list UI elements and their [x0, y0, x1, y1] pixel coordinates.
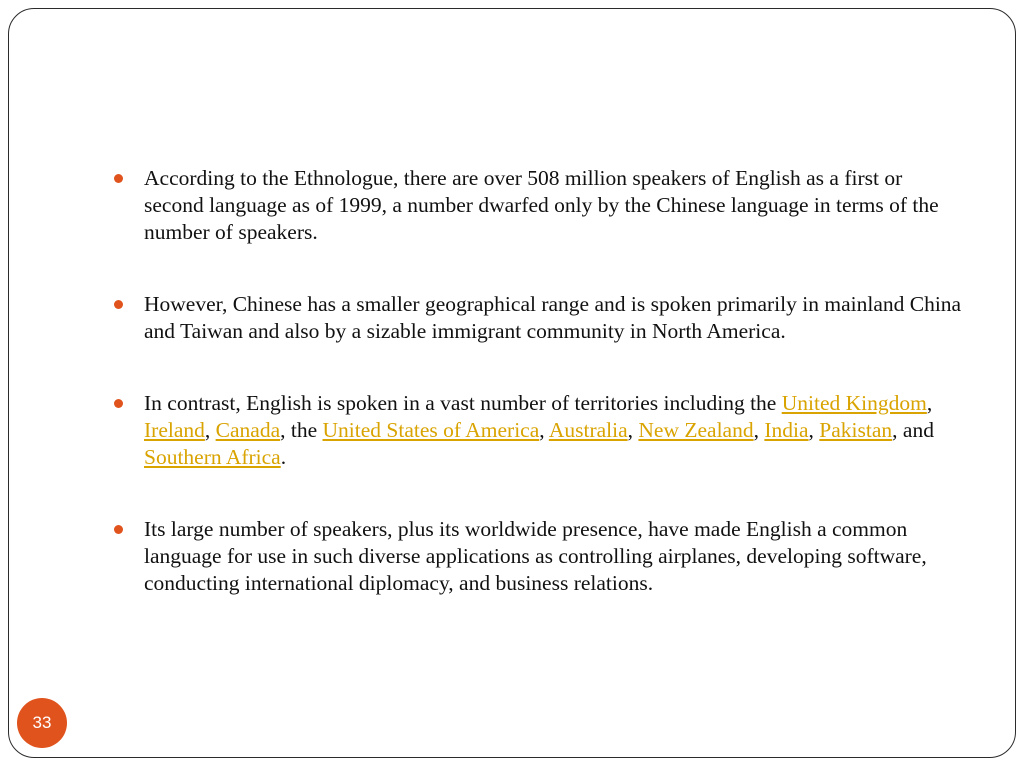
bullet-dot-icon	[114, 399, 123, 408]
bullet-item-worldwide	[114, 516, 964, 597]
separator: ,	[808, 418, 820, 442]
separator: , the	[280, 418, 323, 442]
slide-content	[114, 165, 964, 642]
bullet-text: According to the Ethnologue, there are over 508 million speakers of English as a first or second language as of 1999, a number dwarfed only by the Chinese language in terms of the number of speakers.	[144, 166, 939, 244]
link-new-zealand[interactable]: New Zealand	[638, 418, 754, 442]
page-number-badge	[17, 698, 67, 748]
bullet-item-territories	[114, 390, 964, 471]
link-india[interactable]: India	[764, 418, 809, 442]
link-united-states[interactable]: United States of America	[322, 418, 540, 442]
separator: ,	[627, 418, 639, 442]
bullet-item-chinese	[114, 291, 964, 345]
separator: ,	[204, 418, 216, 442]
bullet-dot-icon	[114, 174, 123, 183]
separator: , and	[892, 418, 934, 442]
bullet-text: However, Chinese has a smaller geographical range and is spoken primarily in mainland China and Taiwan and also by a sizable immigrant community in North America.	[144, 292, 962, 343]
bullet-text: Its large number of speakers, plus its worldwide presence, have made English a common language for use in such diverse applications as controlling airplanes, developing software, conducting international diplomacy, and business relations.	[144, 517, 927, 595]
separator: .	[280, 445, 287, 469]
bullet-text-intro: In contrast, English is spoken in a vast number of territories including the	[144, 391, 782, 415]
separator: ,	[753, 418, 765, 442]
separator: ,	[926, 391, 933, 415]
link-united-kingdom[interactable]: United Kingdom	[781, 391, 927, 415]
link-southern-africa[interactable]: Southern Africa	[144, 445, 281, 469]
link-ireland[interactable]: Ireland	[144, 418, 205, 442]
bullet-item-ethnologue	[114, 165, 964, 246]
separator: ,	[539, 418, 549, 442]
page-number: 33	[32, 713, 52, 732]
link-pakistan[interactable]: Pakistan	[819, 418, 893, 442]
link-canada[interactable]: Canada	[215, 418, 281, 442]
link-australia[interactable]: Australia	[548, 418, 628, 442]
bullet-dot-icon	[114, 525, 123, 534]
bullet-dot-icon	[114, 300, 123, 309]
